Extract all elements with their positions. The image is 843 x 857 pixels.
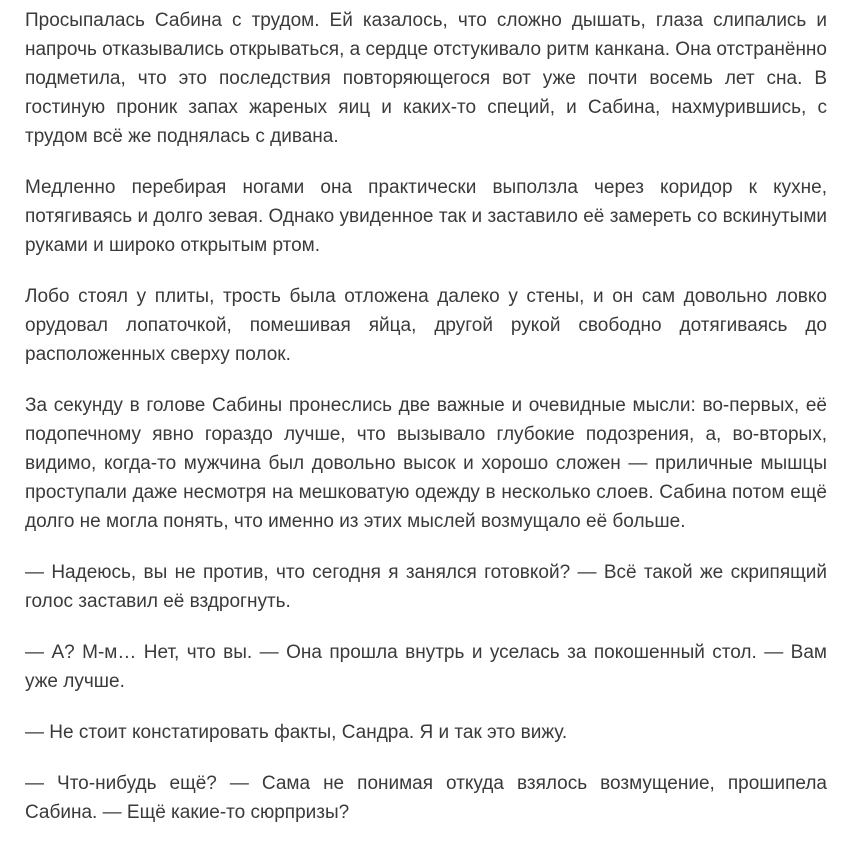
dialogue-line-4: — Что-нибудь ещё? — Сама не понимая откуда взялось возмущение, прошипела Сабина. — Ещё какие-то сюрпризы?	[25, 773, 827, 823]
dialogue-line-1: — Надеюсь, вы не против, что сегодня я занялся готовкой? — Всё такой же скрипящий голос заставил её вздрогнуть.	[25, 562, 827, 612]
paragraph-3: Лобо стоял у плиты, трость была отложена далеко у стены, и он сам довольно ловко орудовал лопаточкой, помешивая яйца, другой рукой свободно дотягиваясь до расположенных сверху полок.	[25, 286, 827, 365]
paragraph-1: Просыпалась Сабина с трудом. Ей казалось, что сложно дышать, глаза слипались и напрочь отказывались открываться, а сердце отстукивало ритм канкана. Она отстранённо подметила, что это последствия повторяющегося вот уже почти восемь лет сна. В гостиную проник запах жареных яиц и каких-то специй, и Сабина, нахмурившись, с трудом всё же поднялась с дивана.	[25, 10, 827, 147]
dialogue-line-3: — Не стоит констатировать факты, Сандра. Я и так это вижу.	[25, 722, 568, 743]
paragraph-4: За секунду в голове Сабины пронеслись две важные и очевидные мысли: во-первых, её подопечному явно гораздо лучше, что вызывало глубокие подозрения, а, во-вторых, видимо, когда-то мужчина был довольно высок и хорошо сложен — приличные мышцы проступали даже несмотря на мешковатую одежду в несколько слоев. Сабина потом ещё долго не могла понять, что именно из этих мыслей возмущало её больше.	[25, 395, 827, 532]
article-body	[25, 6, 827, 849]
paragraph-2: Медленно перебирая ногами она практически выползла через коридор к кухне, потягиваясь и долго зевая. Однако увиденное так и заставило её замереть со вскинутыми руками и широко открытым ртом.	[25, 177, 827, 256]
dialogue-line-2: — А? М-м… Нет, что вы. — Она прошла внутрь и уселась за покошенный стол. — Вам уже лучше.	[25, 642, 827, 692]
